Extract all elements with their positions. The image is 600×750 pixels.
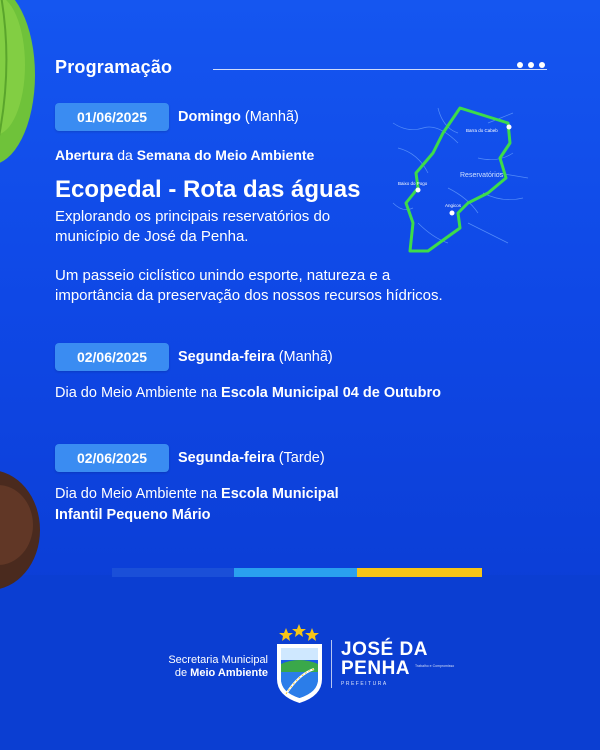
header-divider	[213, 69, 547, 70]
divider-segment-blue	[112, 568, 234, 577]
secretaria-line-2-bold: Meio Ambiente	[190, 667, 268, 679]
secretaria-line-2	[150, 667, 268, 680]
route-map	[388, 103, 530, 253]
event-3-description-bold: Escola Municipal	[221, 486, 339, 502]
event-1-description-1-line-2: município de José da Penha.	[55, 228, 249, 245]
map-label-left: Baixo do Pogo	[398, 181, 428, 186]
divider-segment-cyan	[234, 568, 357, 577]
event-3-description-line-1	[55, 484, 339, 505]
event-2-description-pre: Dia do Meio Ambiente na	[55, 385, 222, 401]
event-3-description-bold-2: Infantil Pequeno Mário	[55, 507, 211, 523]
map-point-left	[416, 188, 421, 193]
event-1-subtitle-bold: Semana do Meio Ambiente	[136, 147, 315, 163]
event-1-description-2-line-2: importância da preservação dos nossos recursos hídricos.	[55, 287, 443, 304]
event-1-date-badge: 01/06/2025	[55, 103, 169, 131]
map-point-bottom	[450, 211, 455, 216]
leaf-decoration	[0, 0, 40, 170]
event-1-description-2-line-1: Um passeio ciclístico unindo esporte, natureza e a	[55, 267, 391, 284]
divider-segment-yellow	[357, 568, 482, 577]
event-2-description	[55, 383, 441, 403]
brand-subtitle: PREFEITURA	[341, 681, 388, 687]
brand-line-2: PENHA	[341, 658, 411, 679]
event-1-day	[178, 103, 299, 131]
person-photo-decoration	[0, 470, 60, 590]
event-3-description	[55, 484, 339, 526]
event-1-subtitle-pre: Abertura	[55, 147, 114, 163]
footer-divider	[331, 640, 332, 688]
brand-line-1: JOSÉ DA	[341, 639, 428, 660]
event-2-date-badge: 02/06/2025	[55, 343, 169, 371]
map-label-top: Barra do Cabeb	[466, 128, 498, 133]
event-1-subtitle-mid: da	[113, 147, 137, 163]
map-point-top	[507, 125, 512, 130]
color-divider	[112, 568, 482, 577]
map-label-center: Reservatórios	[460, 172, 504, 179]
event-1-description-1-line-1: Explorando os principais reservatórios do	[55, 208, 331, 225]
event-1-title: Ecopedal - Rota das águas	[55, 176, 361, 203]
brand-tagline: Trabalho e Compromisso	[415, 664, 455, 668]
municipal-crest-logo	[272, 624, 327, 704]
event-3-period: (Tarde)	[278, 450, 325, 466]
event-1-weekday: Domingo	[178, 109, 241, 125]
event-3-date-badge: 02/06/2025	[55, 444, 169, 472]
brand-logo	[341, 639, 455, 687]
more-options-icon[interactable]	[517, 62, 545, 68]
secretaria-line-2-pre: de	[174, 667, 191, 679]
event-2-description-bold: Escola Municipal 04 de Outubro	[221, 385, 442, 401]
secretaria-line-1: Secretaria Municipal	[168, 654, 268, 666]
map-label-bottom: Angicos	[445, 203, 462, 208]
event-3-description-line-2	[55, 505, 339, 526]
event-3-day	[178, 444, 325, 472]
event-2-day	[178, 343, 333, 371]
header	[55, 57, 545, 83]
event-2-period: (Manhã)	[278, 349, 333, 365]
event-1-subtitle	[55, 145, 314, 165]
event-2-weekday: Segunda-feira	[178, 349, 275, 365]
event-1-period: (Manhã)	[244, 109, 299, 125]
secretaria-label	[150, 654, 268, 680]
page-title: Programação	[55, 57, 173, 77]
event-3-description-pre: Dia do Meio Ambiente na	[55, 486, 222, 502]
event-1-description-2	[55, 266, 515, 306]
event-3-weekday: Segunda-feira	[178, 450, 275, 466]
